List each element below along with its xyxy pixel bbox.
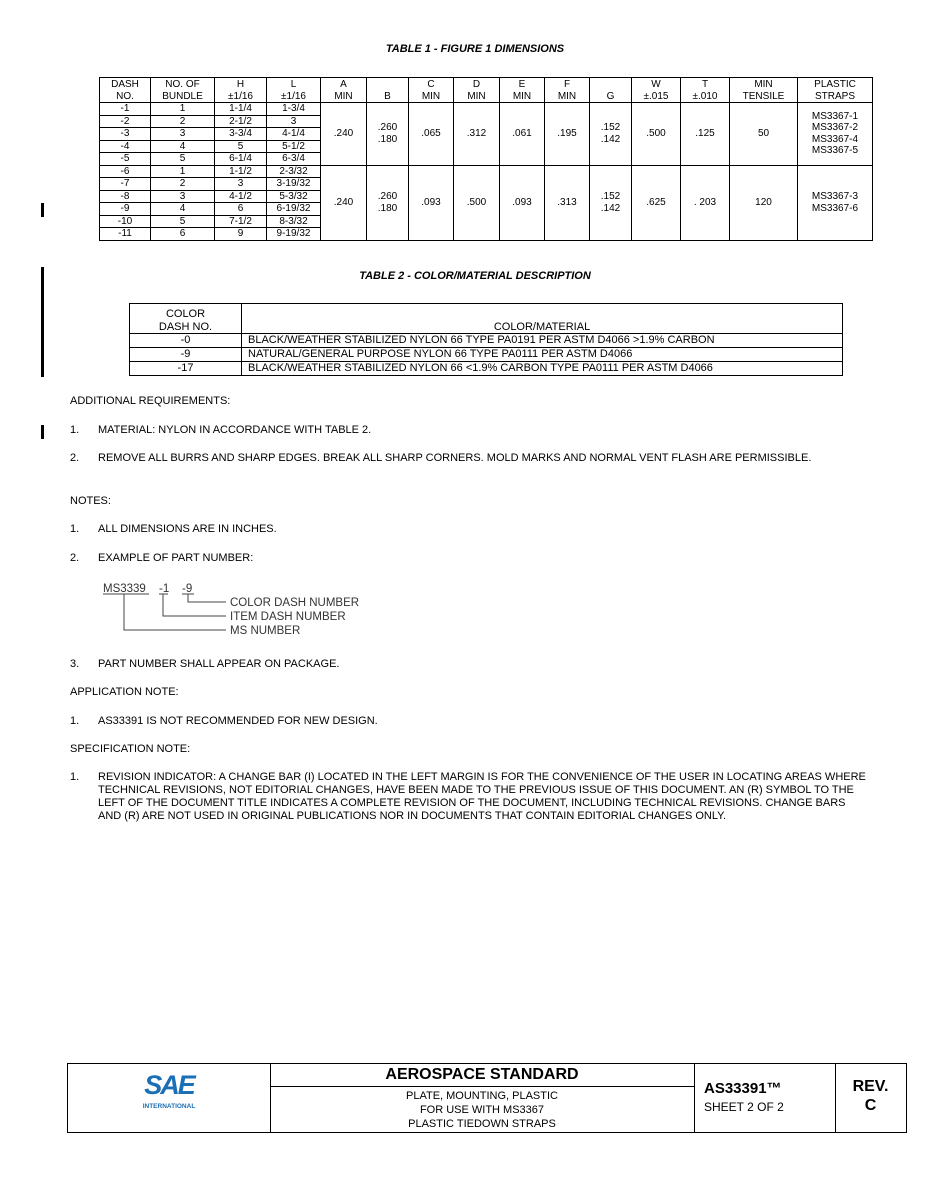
specification-heading: SPECIFICATION NOTE: bbox=[70, 743, 191, 755]
table1-header: W ±.015 bbox=[632, 78, 681, 103]
table1-a: .240 bbox=[321, 103, 367, 166]
table1-c: .065 bbox=[409, 103, 454, 166]
table1-cell: -10 bbox=[100, 215, 151, 228]
table1-header: H ±1/16 bbox=[215, 78, 267, 103]
table1-cell: -3 bbox=[100, 128, 151, 141]
part-item-dash: -1 bbox=[159, 583, 170, 595]
table1-title: TABLE 1 - FIGURE 1 DIMENSIONS bbox=[385, 43, 565, 55]
table1-b: .260 .180 bbox=[367, 165, 409, 240]
table1-cell: 1-1/4 bbox=[215, 103, 267, 116]
sae-logo bbox=[136, 1072, 202, 1111]
table1-header: L ±1/16 bbox=[267, 78, 321, 103]
table1-cell: 1-1/2 bbox=[215, 165, 267, 178]
table1-header: D MIN bbox=[454, 78, 500, 103]
title-cell bbox=[270, 1064, 695, 1132]
table1-header: T ±.010 bbox=[681, 78, 730, 103]
title-block bbox=[67, 1063, 907, 1133]
table2-title: TABLE 2 - COLOR/MATERIAL DESCRIPTION bbox=[359, 270, 591, 282]
table1-tensile: 120 bbox=[730, 165, 798, 240]
table1-cell: 4 bbox=[151, 140, 215, 153]
table2-dash: -17 bbox=[130, 362, 242, 376]
list-number: 1. bbox=[70, 715, 80, 727]
table1-header-row bbox=[100, 78, 873, 103]
part-base: MS3339 bbox=[103, 583, 146, 595]
rev-value: C bbox=[864, 1097, 877, 1114]
table1-cell: 2-3/32 bbox=[267, 165, 321, 178]
table1-cell: 3 bbox=[151, 128, 215, 141]
table1-cell: 4-1/4 bbox=[267, 128, 321, 141]
list-item: AS33391 IS NOT RECOMMENDED FOR NEW DESIGN. bbox=[98, 715, 378, 727]
table1-header: B bbox=[367, 78, 409, 103]
list-item: REVISION INDICATOR: A CHANGE BAR (I) LOCATED IN THE LEFT MARGIN IS FOR THE CONVENIENCE OF THE USER IN LOCATING AREAS WHERE TECHNICAL REVISIONS, NOT EDITORIAL CHANGES, HAVE BEEN MADE TO THE PREVIOUS ISSUE OF THIS DOCUMENT. AN (R) SYMBOL TO THE LEFT OF THE DOCUMENT TITLE INDICATES A COMPLETE REVISION OF THE DOCUMENT, INCLUDING TECHNICAL REVISIONS. CHANGE BARS AND (R) ARE NOT USED IN ORIGINAL PUBLICATIONS NOR IN DOCUMENTS THAT CONTAIN EDITORIAL CHANGES ONLY. bbox=[98, 771, 866, 822]
table2-dash: -0 bbox=[130, 334, 242, 348]
sae-logo-sub: INTERNATIONAL bbox=[142, 1103, 196, 1110]
table2-material: BLACK/WEATHER STABILIZED NYLON 66 TYPE PA0191 PER ASTM D4066 >1.9% CARBON bbox=[242, 334, 843, 348]
document-description bbox=[270, 1089, 694, 1131]
sae-logo-mark: SAE bbox=[144, 1070, 194, 1100]
table1-header: F MIN bbox=[545, 78, 590, 103]
table1-header: DASH NO. bbox=[100, 78, 151, 103]
table1-cell: 1-3/4 bbox=[267, 103, 321, 116]
table2-dash: -9 bbox=[130, 348, 242, 362]
table-row bbox=[130, 348, 843, 362]
list-item: EXAMPLE OF PART NUMBER: bbox=[98, 552, 254, 564]
list-number: 2. bbox=[70, 452, 80, 464]
rev-label: REV. bbox=[852, 1078, 889, 1095]
label-color-dash: COLOR DASH NUMBER bbox=[230, 597, 360, 609]
table1-straps: MS3367-3 MS3367-6 bbox=[798, 165, 873, 240]
list-item: PART NUMBER SHALL APPEAR ON PACKAGE. bbox=[98, 658, 340, 670]
table1-cell: 3 bbox=[267, 115, 321, 128]
table1-cell: -8 bbox=[100, 190, 151, 203]
table-row bbox=[130, 334, 843, 348]
desc-line: PLASTIC TIEDOWN STRAPS bbox=[408, 1118, 556, 1130]
part-color-dash: -9 bbox=[182, 583, 193, 595]
table1-header: NO. OF BUNDLE bbox=[151, 78, 215, 103]
table1-cell: 5 bbox=[151, 215, 215, 228]
table1-c: .093 bbox=[409, 165, 454, 240]
table1-t: .125 bbox=[681, 103, 730, 166]
table1-cell: 3-19/32 bbox=[267, 178, 321, 191]
standard-title: AEROSPACE STANDARD bbox=[270, 1064, 694, 1087]
table1-cell: -11 bbox=[100, 228, 151, 241]
table1-d: .312 bbox=[454, 103, 500, 166]
table1-e: .061 bbox=[500, 103, 545, 166]
table1-cell: 6 bbox=[215, 203, 267, 216]
revision-cell bbox=[835, 1064, 906, 1132]
table1-cell: 5-3/32 bbox=[267, 190, 321, 203]
table1-cell: 6 bbox=[151, 228, 215, 241]
table1-cell: -4 bbox=[100, 140, 151, 153]
table1-cell: -2 bbox=[100, 115, 151, 128]
table1-g: .152 .142 bbox=[590, 165, 632, 240]
change-bar bbox=[41, 425, 44, 439]
table1-cell: 6-3/4 bbox=[267, 153, 321, 166]
table1-straps: MS3367-1 MS3367-2 MS3367-4 MS3367-5 bbox=[798, 103, 873, 166]
table1-cell: 4-1/2 bbox=[215, 190, 267, 203]
table1-cell: -5 bbox=[100, 153, 151, 166]
label-item-dash: ITEM DASH NUMBER bbox=[230, 611, 346, 623]
table1-header: C MIN bbox=[409, 78, 454, 103]
table2-material: BLACK/WEATHER STABILIZED NYLON 66 <1.9% CARBON TYPE PA0111 PER ASTM D4066 bbox=[242, 362, 843, 376]
additional-heading: ADDITIONAL REQUIREMENTS: bbox=[70, 395, 231, 407]
part-number-leaders bbox=[98, 580, 398, 640]
table1-header: A MIN bbox=[321, 78, 367, 103]
application-heading: APPLICATION NOTE: bbox=[70, 686, 179, 698]
logo-cell bbox=[68, 1064, 271, 1132]
table1-cell: 5-1/2 bbox=[267, 140, 321, 153]
table1-header: G bbox=[590, 78, 632, 103]
table-row bbox=[100, 103, 873, 116]
table1-cell: 8-3/32 bbox=[267, 215, 321, 228]
table1-cell: -1 bbox=[100, 103, 151, 116]
table1-cell: 6-1/4 bbox=[215, 153, 267, 166]
table-row bbox=[100, 165, 873, 178]
list-item: REMOVE ALL BURRS AND SHARP EDGES. BREAK ALL SHARP CORNERS. MOLD MARKS AND NORMAL VENT FLASH ARE PERMISSIBLE. bbox=[98, 452, 812, 464]
table1-f: .313 bbox=[545, 165, 590, 240]
list-number: 1. bbox=[70, 424, 80, 436]
table1-a: .240 bbox=[321, 165, 367, 240]
table1-cell: 6-19/32 bbox=[267, 203, 321, 216]
list-number: 1. bbox=[70, 523, 80, 535]
table1-d: .500 bbox=[454, 165, 500, 240]
table1-cell: 1 bbox=[151, 103, 215, 116]
table1-cell: 1 bbox=[151, 165, 215, 178]
notes-heading: NOTES: bbox=[70, 495, 111, 507]
table1-e: .093 bbox=[500, 165, 545, 240]
label-ms-number: MS NUMBER bbox=[230, 625, 301, 637]
table1-t: . 203 bbox=[681, 165, 730, 240]
table2 bbox=[129, 303, 843, 376]
table1-w: .500 bbox=[632, 103, 681, 166]
table1-f: .195 bbox=[545, 103, 590, 166]
desc-line: PLATE, MOUNTING, PLASTIC bbox=[406, 1090, 558, 1102]
table1-cell: 4 bbox=[151, 203, 215, 216]
table-row bbox=[130, 362, 843, 376]
table1 bbox=[99, 77, 873, 241]
list-number: 3. bbox=[70, 658, 80, 670]
table1-cell: -9 bbox=[100, 203, 151, 216]
doc-number: AS33391™ bbox=[704, 1080, 782, 1097]
change-bar bbox=[41, 203, 44, 217]
table2-header-dash: COLOR DASH NO. bbox=[130, 304, 242, 334]
table1-cell: 3 bbox=[151, 190, 215, 203]
table1-cell: 9-19/32 bbox=[267, 228, 321, 241]
table1-cell: 2-1/2 bbox=[215, 115, 267, 128]
table1-tensile: 50 bbox=[730, 103, 798, 166]
table1-cell: -6 bbox=[100, 165, 151, 178]
list-item: ALL DIMENSIONS ARE IN INCHES. bbox=[98, 523, 277, 535]
table1-cell: 5 bbox=[151, 153, 215, 166]
table1-cell: 3 bbox=[215, 178, 267, 191]
list-item: MATERIAL: NYLON IN ACCORDANCE WITH TABLE 2. bbox=[98, 424, 372, 436]
table1-cell: 2 bbox=[151, 178, 215, 191]
table2-header-material: COLOR/MATERIAL bbox=[242, 304, 843, 334]
table1-cell: -7 bbox=[100, 178, 151, 191]
table1-header: PLASTIC STRAPS bbox=[798, 78, 873, 103]
table1-cell: 3-3/4 bbox=[215, 128, 267, 141]
part-number-diagram bbox=[98, 580, 398, 640]
table1-b: .260 .180 bbox=[367, 103, 409, 166]
table1-cell: 5 bbox=[215, 140, 267, 153]
table1-cell: 2 bbox=[151, 115, 215, 128]
table1-header: MIN TENSILE bbox=[730, 78, 798, 103]
table1-cell: 7-1/2 bbox=[215, 215, 267, 228]
table1-cell: 9 bbox=[215, 228, 267, 241]
desc-line: FOR USE WITH MS3367 bbox=[419, 1104, 545, 1116]
sheet-number: SHEET 2 OF 2 bbox=[704, 1100, 784, 1114]
change-bar bbox=[41, 267, 44, 377]
list-number: 2. bbox=[70, 552, 80, 564]
list-number: 1. bbox=[70, 771, 80, 783]
table1-g: .152 .142 bbox=[590, 103, 632, 166]
table1-w: .625 bbox=[632, 165, 681, 240]
doc-number-cell bbox=[694, 1064, 836, 1132]
table2-material: NATURAL/GENERAL PURPOSE NYLON 66 TYPE PA0111 PER ASTM D4066 bbox=[242, 348, 843, 362]
table1-header: E MIN bbox=[500, 78, 545, 103]
